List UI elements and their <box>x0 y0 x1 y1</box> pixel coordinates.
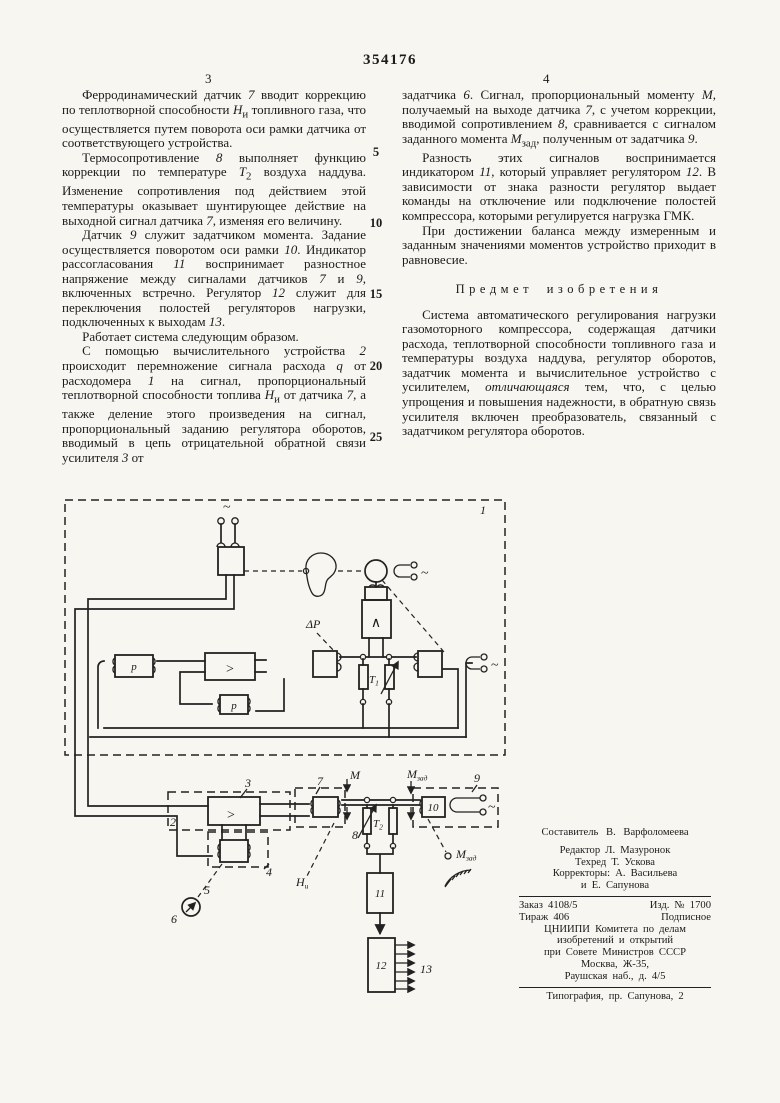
paragraph: При достижении баланса между измеренным и заданным значениями моментов устройство приходит в равновесие. <box>402 222 716 267</box>
diagram-label-8: 8 <box>352 828 358 842</box>
page-number-left: 3 <box>205 71 212 86</box>
diagram-label-12: 12 <box>375 960 387 972</box>
indicator-regulator <box>367 873 432 992</box>
line-marker-25: 25 <box>369 430 383 444</box>
org-line: Раушская наб., д. 4/5 <box>564 970 666 982</box>
diagram-label-7: 7 <box>317 774 323 788</box>
hi-label-group <box>295 823 334 891</box>
mzad-label: $М_{зад}$ <box>407 767 428 783</box>
delta-p-label: ΔР <box>306 617 321 631</box>
diagram-label-5: 5 <box>204 883 210 897</box>
order-number: Заказ 4108/5 <box>519 899 578 911</box>
computing-device-2 <box>168 776 309 879</box>
dial-ticks <box>445 869 471 887</box>
techred-line: Техред Т. Ускова <box>575 856 655 868</box>
printer-line: Типография, пр. Сапунова, 2 <box>546 990 684 1002</box>
paragraph: С помощью вычислительного устройства 2 происходит перемножение сигнала расхода q от расходомера 1 на сигнал, пропорциональный теплотворной способности топлива $Н_и$ от датчика 7, а также деление этого произведения на сигнал, пропорциональный заданию регулятора оборотов, вводимый в цепь отрицательной обратной связи усилителя 3 от <box>62 343 367 465</box>
line-marker-20: 20 <box>369 359 383 373</box>
sensor-7 <box>295 774 345 827</box>
paragraph: Ферродинамический датчик 7 вводит коррекцию по теплотворной способности $Н_и$ топливного газа, что осуществляется путем поворота оси рамки датчика от соответствующего устройства. <box>62 87 366 151</box>
t2-label: $Т_2$ <box>373 818 383 832</box>
hi-label: $Н_и$ <box>296 875 309 891</box>
tachogenerator-6 <box>171 864 222 926</box>
edition-number: Изд. № 1700 <box>649 899 711 911</box>
line-marker-15: 15 <box>369 287 383 301</box>
motor-circle <box>365 560 387 582</box>
gt-symbol: > <box>227 808 235 823</box>
diagram-label-6: 6 <box>171 912 177 926</box>
ac-symbol: ~ <box>223 500 231 515</box>
compiler-line: Составитель В. Варфоломеева <box>541 827 689 838</box>
cam-shape <box>306 553 336 596</box>
subscription: Подписное <box>661 911 711 923</box>
m-label: М <box>350 768 360 782</box>
diagram-label-2: 2 <box>170 815 176 829</box>
org-line: ЦНИИПИ Комитета по делам <box>544 923 686 935</box>
supply-transformer <box>75 500 244 856</box>
claims-heading: Предмет изобретения <box>455 282 663 297</box>
paragraph: Разность этих сигналов воспринимается индикатором 11, который управляет регулятором 12. В зависимости от знака разности регулятор выдает команды на отключение или подключение полостей компрессора, которыми регулируется нагрузка ГМК. <box>402 149 716 223</box>
diagram-label-10: 10 <box>427 802 439 814</box>
right-column <box>402 88 716 439</box>
amplifier-unit <box>362 582 391 657</box>
diff-transformer-T1 <box>305 617 442 737</box>
divider <box>519 987 711 988</box>
editor-line: Редактор Л. Мазуронок <box>559 844 671 856</box>
torque-setter-9 <box>413 771 498 887</box>
page-number-right: 4 <box>543 71 550 86</box>
wedge-symbol: ∧ <box>370 616 382 631</box>
unit-1-box <box>65 500 505 755</box>
ac-symbol: ~ <box>421 566 429 581</box>
left-column <box>62 88 366 465</box>
diagram-label-9: 9 <box>474 771 480 785</box>
gt-symbol: > <box>226 662 234 677</box>
paragraph: задатчика 6. Сигнал, пропорциональный моменту М, получаемый на выходе датчика 7, с учетом коррекции, вводимой сопротивлением 8, сравнивается с сигналом заданного момента $М_{зад}$, полученным от задатчика 9. <box>402 87 717 150</box>
correctors-line-2: и Е. Сапунова <box>580 880 650 892</box>
correctors-line-1: Корректоры: А. Васильева <box>552 868 678 880</box>
paragraph: Работает система следующим образом. <box>82 328 299 344</box>
diagram-label-3: 3 <box>245 776 251 790</box>
t1-label: $Т_1$ <box>369 674 379 688</box>
mzad-dial-label: $М_{зад}$ <box>456 847 477 863</box>
divider <box>519 896 711 897</box>
line-marker-10: 10 <box>369 216 383 230</box>
org-line: при Совете Министров СССР <box>544 947 686 959</box>
patent-number: 354176 <box>363 52 417 68</box>
org-line: Москва, Ж-35, <box>580 958 650 970</box>
colophon <box>519 827 711 1002</box>
diagram-label-4: 4 <box>266 865 272 879</box>
org-line: изобретений и открытий <box>556 935 674 947</box>
circuit-diagram <box>60 495 520 1010</box>
torque-network-T2 <box>342 767 428 873</box>
diagram-label-13: 13 <box>420 962 432 976</box>
circulation: Тираж 406 <box>519 911 570 923</box>
paragraph: Термосопротивление 8 выполняет функцию коррекции по температуре $Т_2$ воздуха наддува. Изменение сопротивления под действием этой температуры оказывает шунтирующее действие на выходной сигнал датчика 7, изменяя его величину. <box>62 149 366 228</box>
claims-paragraph: Система автоматического регулирования нагрузки газомоторного компрессора, содержащая датчики расхода, теплотворной способности топливного газа и температуры воздуха наддува, регулятор оборотов, задатчик момента и вычислительное устройство с усилителем, отличающаяся тем, что, с целью упрощения и повышения надежности, в обратную связь усилителя включен преобразователь, связанный с задатчиком регулятора оборотов. <box>402 306 717 439</box>
ac-symbol: ~ <box>491 658 499 673</box>
p-label: р <box>231 700 237 712</box>
p-label: р <box>131 661 137 673</box>
line-marker-5: 5 <box>372 145 380 159</box>
paragraph: Датчик 9 служит задатчиком момента. Задание осуществляется поворотом оси рамки 10. Индикатор рассогласования 11 воспринимает разностное напряжение между сигналами датчиков 7 и 9, включенных встречно. Регулятор 12 служит для переключения полостей регуляторов нагрузки, подключенных к выходам 13. <box>62 227 366 330</box>
diagram-label-1: 1 <box>480 503 486 517</box>
ac-symbol: ~ <box>488 800 496 815</box>
cam-and-motor <box>244 553 444 652</box>
diagram-label-11: 11 <box>374 888 386 900</box>
